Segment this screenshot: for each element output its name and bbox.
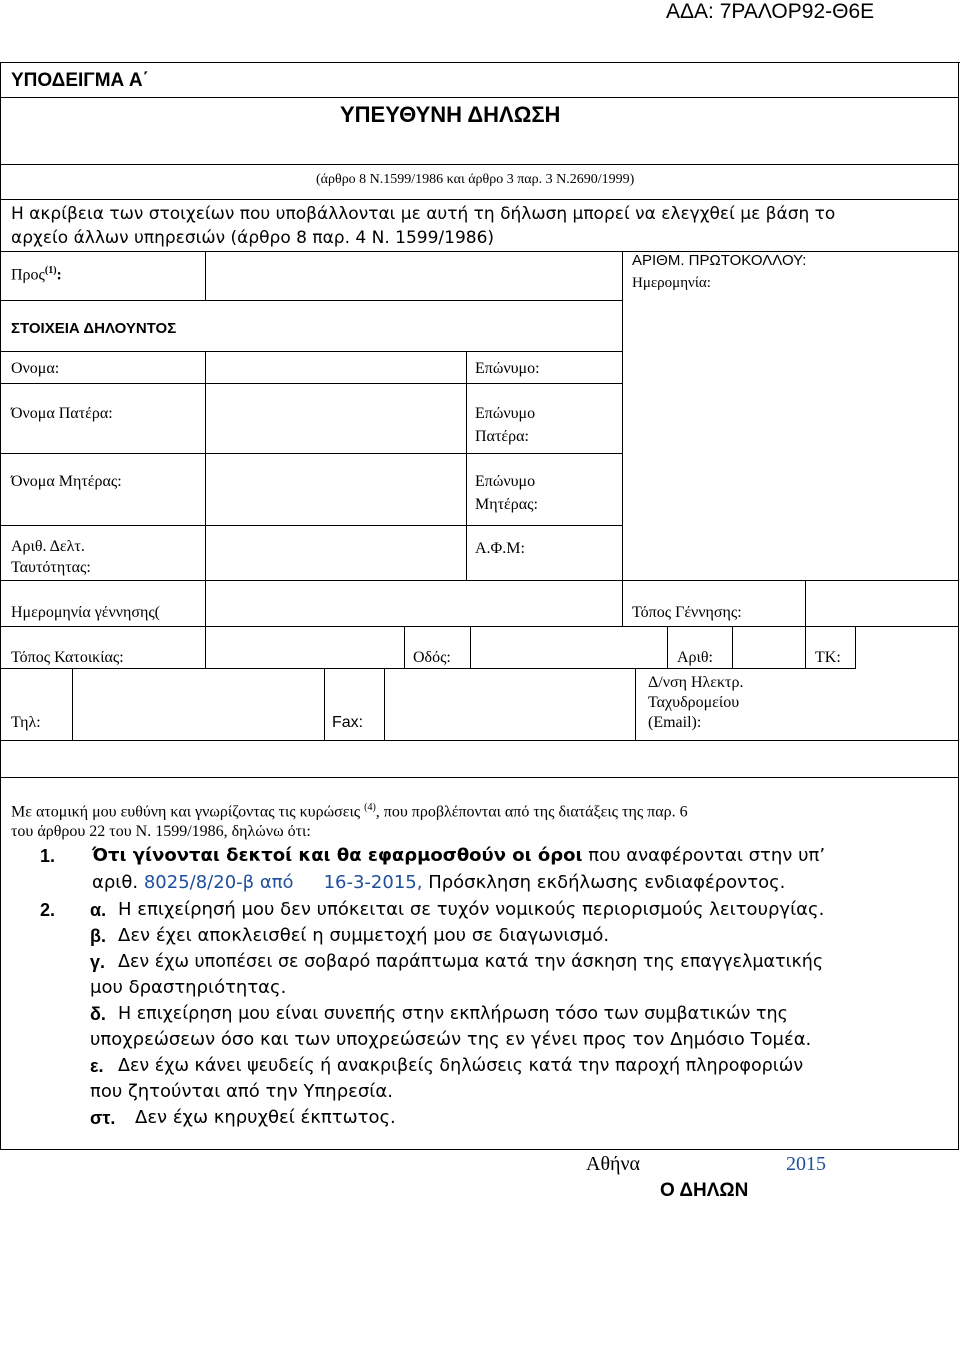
- item2a-text: Η επιχείρησή μου δεν υπόκειται σε τυχόν νομικούς περιορισμούς λειτουργίας.: [118, 899, 825, 920]
- residence-label: Τόπος Κατοικίας:: [11, 649, 124, 666]
- protocol-date-label: Ημερομηνία:: [632, 275, 711, 291]
- phone-label: Τηλ:: [11, 714, 41, 731]
- protocol-number-label: ΑΡΙΘΜ. ΠΡΩΤΟΚΟΛΛΟΥ:: [632, 252, 807, 269]
- fax-field[interactable]: [385, 669, 635, 740]
- signature-year: 2015: [786, 1153, 826, 1175]
- number-label: Αριθ:: [677, 649, 713, 666]
- street-label: Οδός:: [413, 649, 451, 666]
- father-surname-label-2: Πατέρα:: [475, 428, 529, 445]
- accuracy-note-line2: αρχείο άλλων υπηρεσιών (άρθρο 8 παρ. 4 Ν. 1599/1986): [11, 228, 495, 248]
- declaration-intro-line2: του άρθρου 22 του Ν. 1599/1986, δηλώνω ότι:: [11, 823, 311, 840]
- section-title: ΣΤΟΙΧΕΙΑ ΔΗΛΟΥΝΤΟΣ: [11, 320, 177, 337]
- father-name-label: Όνομα Πατέρα:: [11, 405, 113, 422]
- id-card-label-2: Ταυτότητας:: [11, 559, 91, 576]
- mother-name-field[interactable]: [206, 454, 466, 525]
- father-name-field[interactable]: [206, 384, 466, 453]
- item1-line2: αριθ. 8025/8/20-β από 16-3-2015, Πρόσκληση εκδήλωσης ενδιαφέροντος.: [92, 872, 786, 893]
- item2-number: 2.: [40, 900, 56, 920]
- declaration-intro-line1: Με ατομική μου ευθύνη και γνωρίζοντας τις κυρώσεις $^{(4)}$, που προβλέπονται από της διατάξεις της παρ. 6: [11, 802, 688, 821]
- item2a-letter: α.: [90, 900, 107, 920]
- item2b-text: Δεν έχει αποκλεισθεί η συμμετοχή μου σε διαγωνισμό.: [118, 925, 610, 946]
- item1-line1: Ότι γίνονται δεκτοί και θα εφαρμοσθούν οι όροι που αναφέρονται στην υπ’: [92, 845, 826, 866]
- signature-city: Αθήνα: [586, 1153, 641, 1175]
- item2b-letter: β.: [90, 926, 106, 946]
- email-label-2: Ταχυδρομείου: [648, 694, 740, 711]
- surname-label: Επώνυμο:: [475, 360, 540, 377]
- item2d-text-1: Η επιχείρηση μου είναι συνεπής στην εκπλήρωση τόσο των συμβατικών της: [118, 1004, 788, 1024]
- birth-date-field[interactable]: [206, 581, 622, 626]
- item2st-letter: στ.: [90, 1108, 116, 1128]
- birth-date-label: Ημερομηνία γέννησης(: [11, 604, 160, 621]
- afm-label: Α.Φ.Μ:: [475, 540, 525, 557]
- form-subtitle: (άρθρο 8 Ν.1599/1986 και άρθρο 3 παρ. 3 Ν.2690/1999): [316, 172, 635, 187]
- form-title: ΥΠΕΥΘΥΝΗ ΔΗΛΩΣΗ: [340, 102, 561, 127]
- father-surname-label-1: Επώνυμο: [475, 405, 536, 422]
- email-label-1: Δ/νση Ηλεκτρ.: [648, 674, 744, 691]
- email-label-3: (Email):: [648, 714, 702, 731]
- fax-label: Fax:: [332, 714, 364, 731]
- item2st-text: Δεν έχω κηρυχθεί έκπτωτος.: [135, 1107, 396, 1128]
- signature-declarant: Ο ΔΗΛΩΝ: [660, 1180, 749, 1201]
- item2c-letter: γ.: [90, 952, 106, 972]
- item2d-text-2: υποχρεώσεων όσο και των υποχρεώσεών της εν γένει προς τον Δημόσιο Τομέα.: [90, 1029, 812, 1050]
- item2c-text-1: Δεν έχω υποπέσει σε σοβαρό παράπτωμα κατά την άσκηση της επαγγελματικής: [118, 952, 824, 972]
- phone-field[interactable]: [73, 669, 324, 740]
- item2e-text-2: που ζητούνται από την Υπηρεσία.: [90, 1081, 393, 1102]
- item2c-text-2: μου δραστηριότητας.: [90, 977, 287, 998]
- to-label: Προς$^{(1)}$:: [11, 265, 62, 284]
- id-card-field[interactable]: [206, 526, 466, 580]
- first-name-field[interactable]: [206, 352, 466, 383]
- birth-place-label: Τόπος Γέννησης:: [632, 604, 742, 621]
- mother-surname-label-2: Μητέρας:: [475, 496, 538, 513]
- item2d-letter: δ.: [90, 1004, 106, 1024]
- to-field[interactable]: [206, 252, 622, 300]
- postcode-label: ΤΚ:: [815, 649, 841, 666]
- ada-number: ΑΔΑ: 7ΡΑΛΟΡ92-Θ6Ε: [666, 0, 875, 23]
- accuracy-note-line1: Η ακρίβεια των στοιχείων που υποβάλλονται με αυτή τη δήλωση μπορεί να ελεγχθεί με βάση το: [11, 204, 836, 224]
- mother-name-label: Όνομα Μητέρας:: [11, 473, 122, 490]
- item1-number: 1.: [40, 846, 56, 866]
- item2e-letter: ε.: [90, 1056, 104, 1076]
- id-card-label-1: Αριθ. Δελτ.: [11, 538, 85, 555]
- sample-label: ΥΠΟΔΕΙΓΜΑ Α΄: [11, 70, 149, 91]
- item2e-text-1: Δεν έχω κάνει ψευδείς ή ανακριβείς δηλώσεις κατά την παροχή πληροφοριών: [118, 1056, 804, 1076]
- first-name-label: Ονομα:: [11, 360, 60, 377]
- mother-surname-label-1: Επώνυμο: [475, 473, 536, 490]
